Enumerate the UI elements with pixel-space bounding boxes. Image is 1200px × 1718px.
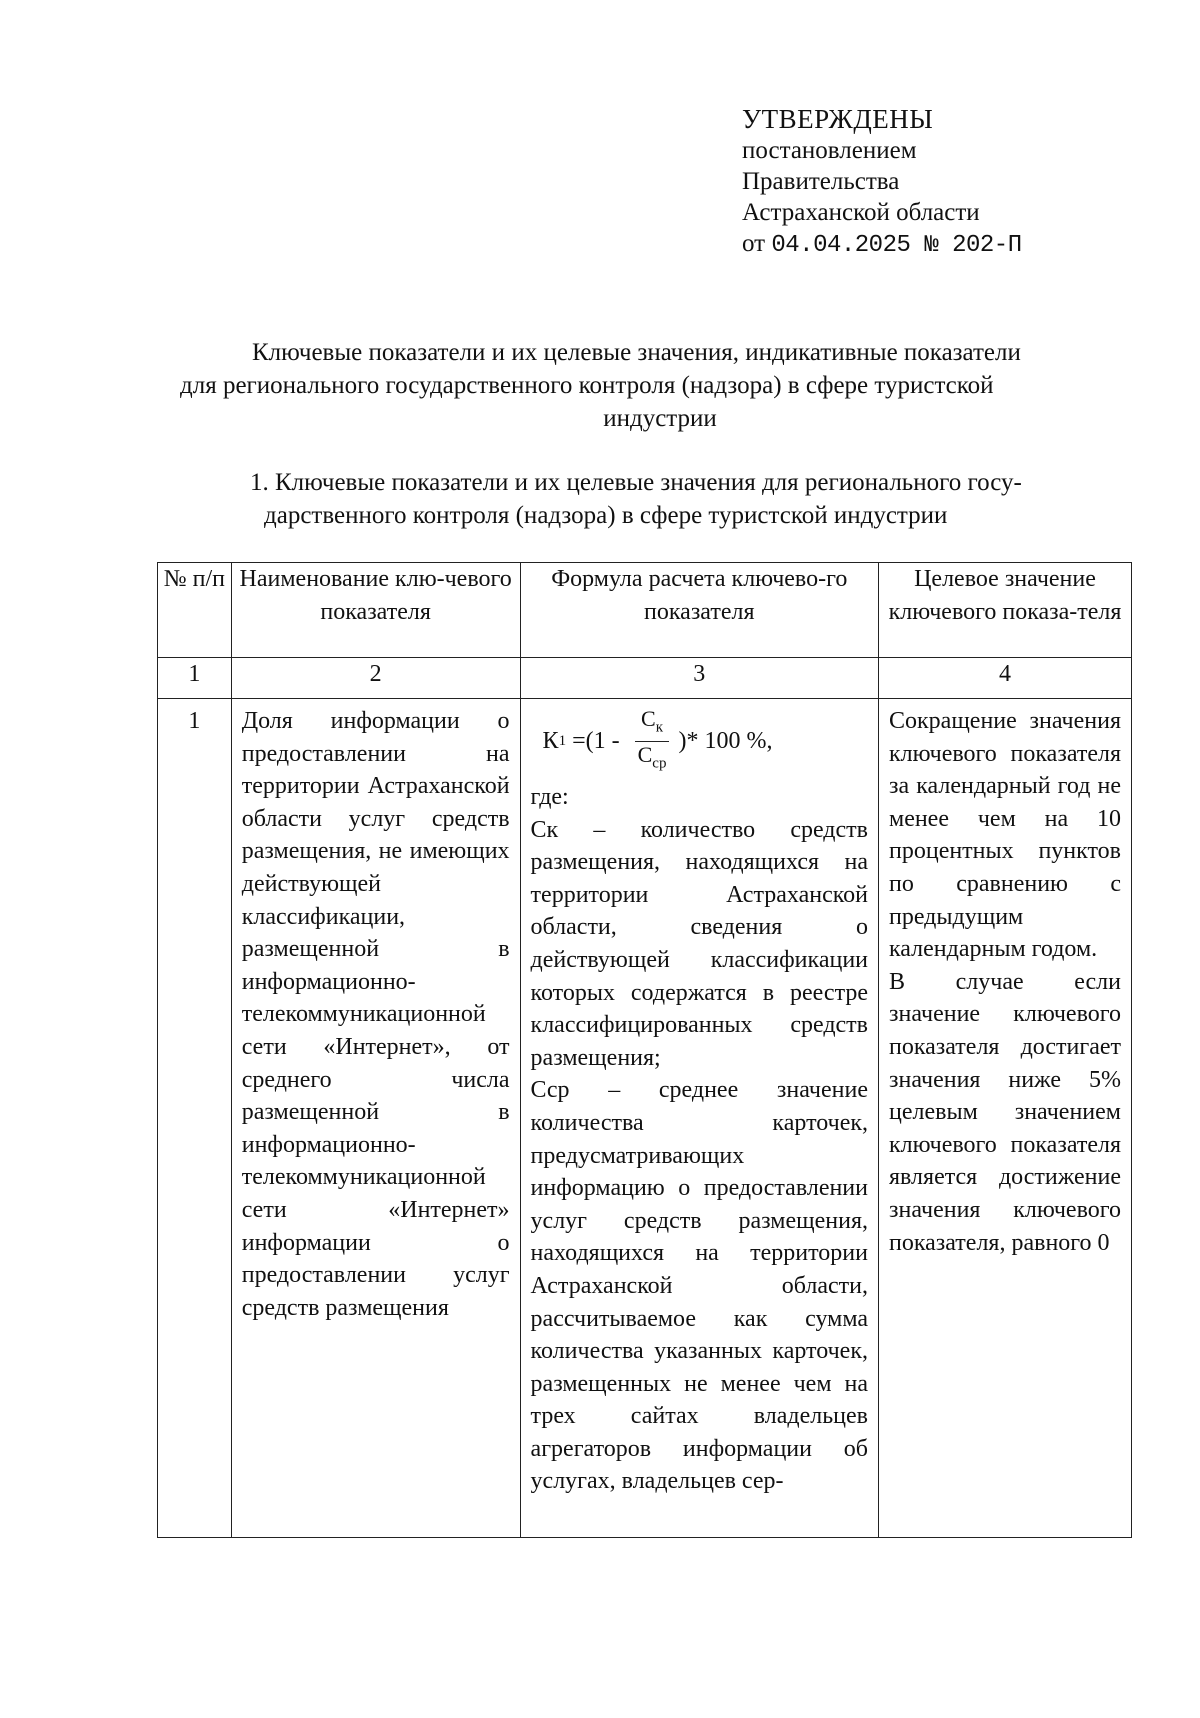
approval-line-2: Правительства	[742, 168, 900, 195]
title-line-1: Ключевые показатели и их целевые значения, индикативные показатели	[252, 339, 1021, 366]
approval-date-prefix: от	[742, 230, 766, 257]
column-number: 2	[231, 658, 520, 699]
formula-denominator: $С_{ср}$	[637, 741, 667, 771]
header-indicator-name: Наименование клю-чевого показателя	[231, 563, 520, 658]
section-title-line-2: дарственного контроля (надзора) в сфере туристской индустрии	[264, 502, 948, 529]
section-title	[250, 466, 1140, 532]
header-formula: Формула расчета ключево-го показателя	[520, 563, 878, 658]
indicator-name-cell	[231, 699, 520, 1538]
formula-prefix: =(1 -	[566, 727, 626, 754]
row-number-cell	[158, 699, 232, 1538]
column-number: 4	[879, 658, 1132, 699]
formula	[521, 699, 878, 773]
formula-lhs: К	[542, 727, 559, 754]
column-number: 1	[158, 658, 232, 699]
column-number-row	[158, 658, 1132, 699]
definition-ck: Ск – количество средств размещения, находящихся на территории Астраханской области, сведения о действующей классификации которых содержатся в реестре классифицированных средств размещения;	[530, 816, 868, 1071]
formula-lhs-sub: 1	[558, 732, 567, 749]
header-target-value: Целевое значение ключевого показа-теля	[879, 563, 1132, 658]
section-title-line-1: 1. Ключевые показатели и их целевые значения для регионального госу-	[250, 469, 1022, 496]
table-row	[158, 699, 1132, 1538]
column-number: 3	[520, 658, 878, 699]
title-line-2: для регионального государственного контроля (надзора) в сфере туристской	[180, 372, 994, 399]
document-title	[180, 336, 1140, 435]
definition-ccp: Сср – среднее значение количества карточек, предусматривающих информацию о предоставлении услуг средств размещения, находящихся на территории Астраханской области, рассчитываемое как сумма количества указанных карточек, размещенных не менее чем на трех сайтах владельцев агрегаторов информации об услугах, владельцев сер-	[530, 1077, 868, 1495]
target-value-cell	[879, 699, 1132, 1538]
approval-block	[742, 104, 1022, 261]
approval-line-3: Астраханской области	[742, 199, 980, 226]
formula-where: где:	[530, 784, 569, 810]
approval-line-1: постановлением	[742, 137, 917, 164]
header-number: № п/п	[158, 563, 232, 658]
approval-date-line	[742, 228, 1022, 261]
table-header-row	[158, 563, 1132, 658]
formula-suffix: )* 100 %,	[678, 727, 773, 754]
formula-fraction	[632, 706, 673, 776]
title-line-3: индустрии	[603, 405, 717, 432]
formula-cell	[520, 699, 878, 1538]
row-number: 1	[188, 708, 201, 734]
key-indicators-table	[157, 562, 1132, 1538]
approval-date-stamp: 04.04.2025 № 202-П	[771, 232, 1022, 259]
indicator-name: Доля информации о предоставлении на территории Астраханской области услуг средств размещения, не имеющих действующей классификации, размещенной в информационно-телекоммуникационной сети «Интернет», от среднего числа размещенной в информационно-телекоммуникационной сети «Интернет» информации о предоставлении услуг средств размещения	[241, 708, 510, 1321]
approval-heading: УТВЕРЖДЕНЫ	[742, 104, 934, 134]
target-value-paragraph-2: В случае если значение ключевого показателя достигает значения ниже 5% целевым значением ключевого показателя является достижение значения ключевого показателя, равного 0	[889, 968, 1121, 1256]
target-value-paragraph-1: Сокращение значения ключевого показателя за календарный год не менее чем на 10 процентных пунктов по сравнению с предыдущим календарным годом.	[889, 708, 1121, 963]
formula-numerator: $С_к$	[635, 706, 669, 741]
